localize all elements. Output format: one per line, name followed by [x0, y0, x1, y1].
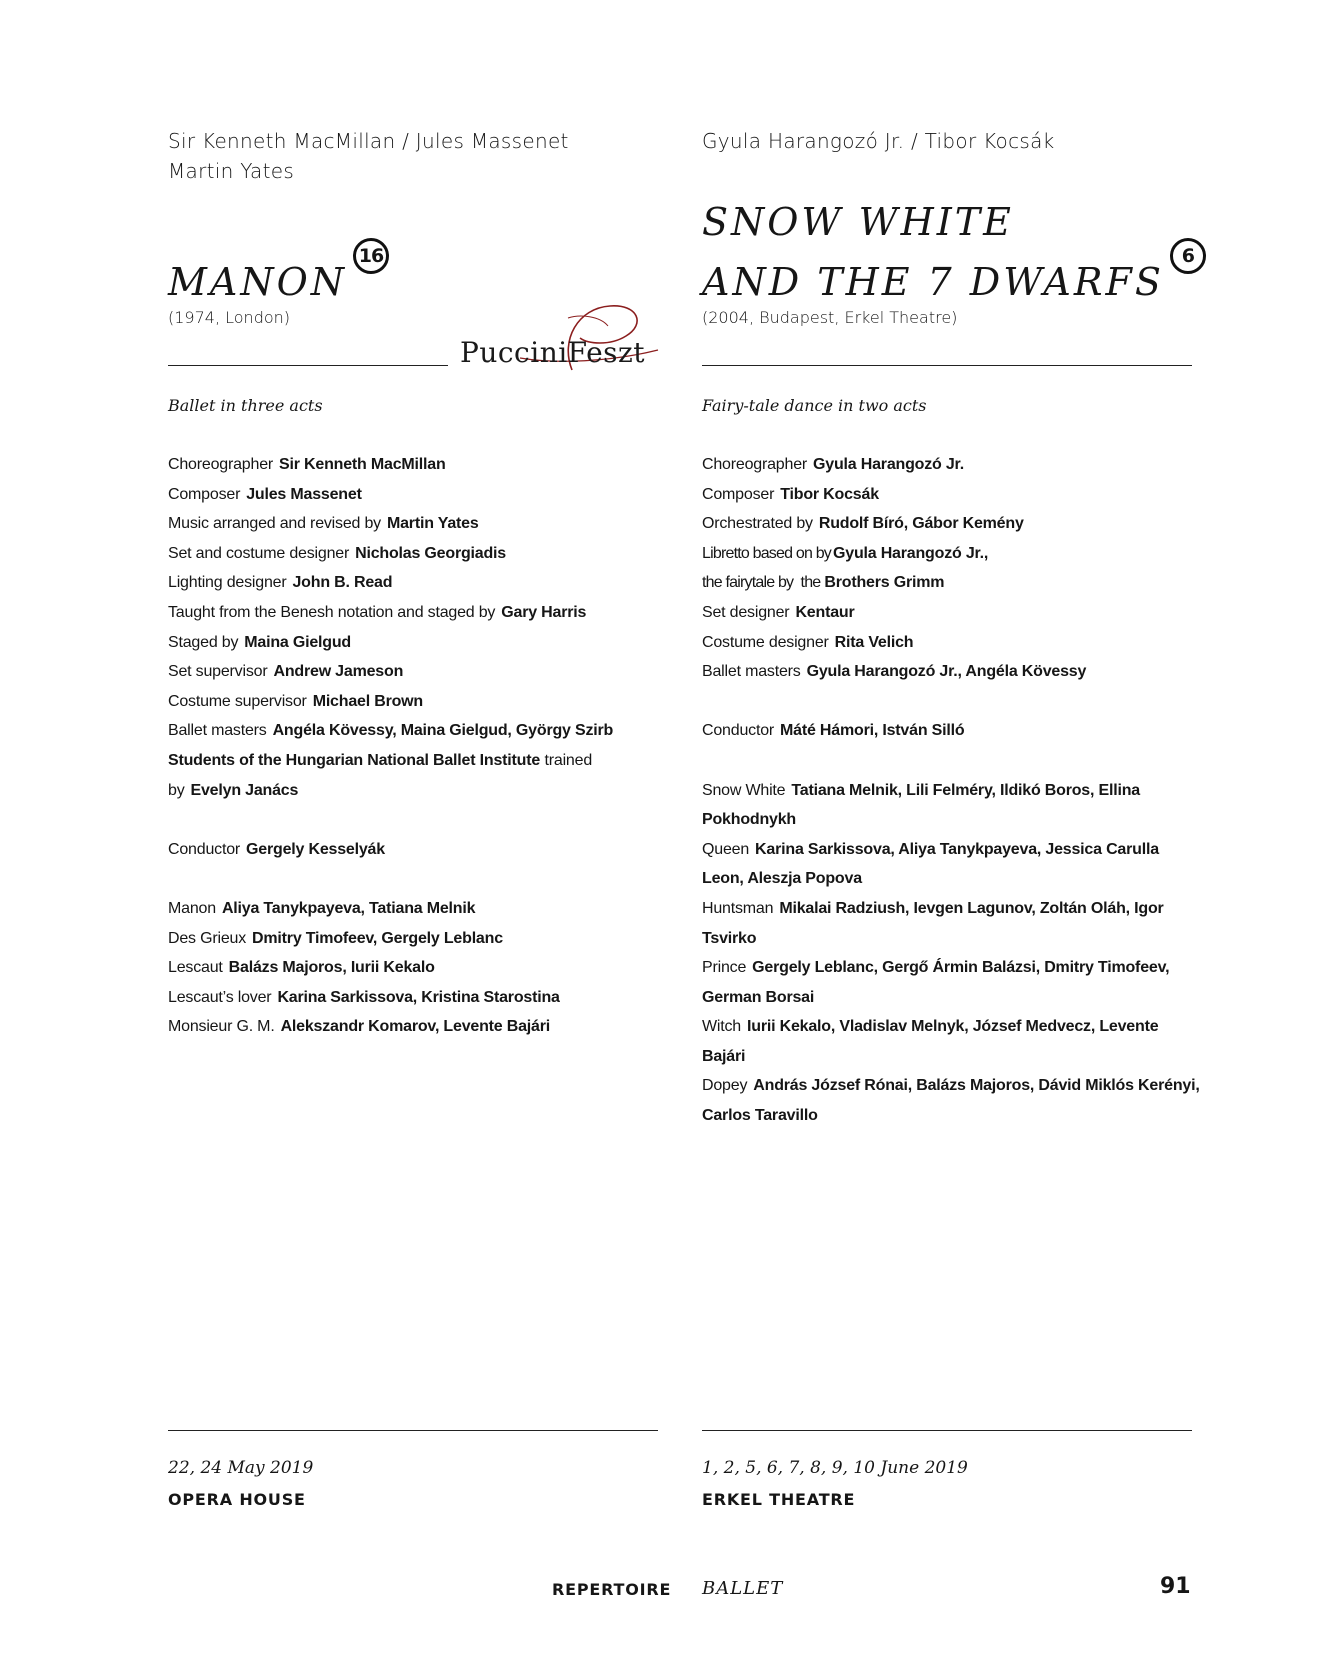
cast-name: Tatiana Melnik, Lili Felméry, Ildikó Boros, Ellina Pokhodnykh — [702, 781, 1140, 829]
age-rating-badge: 6 — [1170, 238, 1206, 274]
manon-premiere: (1974, London) — [168, 308, 291, 327]
credit-name: Rudolf Bíró, Gábor Kemény — [818, 515, 1024, 533]
credit-role: Set and costume designer — [168, 544, 350, 562]
credit-line — [702, 628, 1202, 658]
conductor-name: Máté Hámori, István Silló — [780, 722, 965, 740]
credit-line — [168, 480, 668, 510]
manon-venue: OPERA HOUSE — [168, 1490, 306, 1509]
cast-name: Karina Sarkissova, Kristina Starostina — [277, 988, 560, 1006]
cast-role: Witch — [702, 1018, 742, 1036]
cast-role: Manon — [168, 899, 216, 917]
snow-white-title-line-1: SNOW WHITE — [702, 200, 1014, 244]
cast-line — [168, 894, 668, 924]
credit-line — [702, 509, 1202, 539]
students-role-by: by — [168, 781, 185, 799]
credit-name: Gary Harris — [501, 603, 587, 621]
credit-role: Orchestrated by — [702, 515, 813, 533]
conductor-role: Conductor — [702, 722, 775, 740]
manon-dates: 22, 24 May 2019 — [168, 1458, 314, 1478]
credit-name: Tibor Kocsák — [780, 485, 879, 503]
cast-line — [702, 894, 1202, 953]
credit-name: Martin Yates — [386, 515, 479, 533]
credit-name: Jules Massenet — [246, 485, 362, 503]
cast-line — [168, 924, 668, 954]
conductor-name: Gergely Kesselyák — [246, 840, 385, 858]
conductor-role: Conductor — [168, 840, 241, 858]
credit-role: Music arranged and revised by — [168, 515, 381, 533]
cast-line — [168, 1012, 668, 1042]
cast-role: Monsieur G. M. — [168, 1018, 275, 1036]
students-line — [168, 746, 668, 776]
divider — [168, 365, 448, 366]
students-teacher: Evelyn Janács — [190, 781, 299, 799]
credit-name: John B. Read — [292, 574, 393, 592]
credit-role: Ballet masters — [168, 722, 267, 740]
credit-role: Ballet masters — [702, 663, 801, 681]
credit-role: Set designer — [702, 603, 790, 621]
credit-line — [168, 598, 668, 628]
snow-white-authors — [702, 126, 1055, 156]
footer-subsection: BALLET — [702, 1578, 784, 1599]
credit-line — [168, 716, 668, 746]
credit-line — [702, 539, 1202, 569]
credit-name: Sir Kenneth MacMillan — [279, 456, 446, 473]
credit-role: Lighting designer — [168, 574, 287, 592]
credit-line — [168, 687, 668, 717]
credit-name: Kentaur — [795, 603, 855, 621]
snow-white-premiere: (2004, Budapest, Erkel Theatre) — [702, 308, 958, 327]
manon-authors-line-1: Sir Kenneth MacMillan / Jules Massenet — [168, 129, 569, 153]
cast-line — [702, 1071, 1202, 1130]
snow-white-genre: Fairy-tale dance in two acts — [702, 396, 927, 415]
manon-authors — [168, 126, 569, 186]
credit-role: Set supervisor — [168, 663, 268, 681]
manon-title: MANON — [168, 260, 348, 304]
snow-white-authors-line-1: Gyula Harangozó Jr. / Tibor Kocsák — [702, 129, 1055, 153]
cast-line — [702, 1012, 1202, 1071]
cast-name: András József Rónai, Balázs Majoros, Dávid Miklós Kerényi, Carlos Taravillo — [702, 1077, 1200, 1125]
conductor-line — [168, 835, 668, 865]
credit-role: Composer — [702, 485, 775, 503]
snow-white-credits — [702, 450, 1202, 1131]
snow-white-title-block — [702, 192, 1206, 312]
puccinifeszt-logo — [460, 300, 666, 376]
credit-line — [702, 480, 1202, 510]
credit-line — [702, 568, 1202, 598]
cast-line — [168, 983, 668, 1013]
cast-name: Karina Sarkissova, Aliya Tanykpayeva, Jessica Carulla Leon, Aleszja Popova — [702, 840, 1159, 888]
credit-role: Costume supervisor — [168, 692, 307, 710]
manon-credits — [168, 450, 668, 1042]
snow-white-dates: 1, 2, 5, 6, 7, 8, 9, 10 June 2019 — [702, 1458, 968, 1478]
snow-white-title-line-2-wrap — [702, 245, 1206, 312]
credit-line — [168, 509, 668, 539]
manon-title-block — [168, 245, 389, 312]
divider — [702, 365, 1192, 366]
credit-role: Libretto based on by — [702, 544, 831, 562]
credit-line — [168, 628, 668, 658]
cast-name: Iurii Kekalo, Vladislav Melnyk, József Medvecz, Levente Bajári — [702, 1018, 1159, 1065]
credit-line — [168, 657, 668, 687]
snow-white-venue: ERKEL THEATRE — [702, 1490, 856, 1509]
cast-name: Alekszandr Komarov, Levente Bajári — [280, 1018, 551, 1036]
spacer — [168, 864, 668, 894]
credit-name: Rita Velich — [834, 633, 914, 651]
credit-line — [168, 450, 668, 480]
cast-role: Lescaut’s lover — [168, 988, 272, 1006]
spacer — [702, 746, 1202, 776]
credit-role: Composer — [168, 485, 241, 503]
credit-name: Gyula Harangozó Jr., — [833, 544, 989, 562]
cast-role: Des Grieux — [168, 929, 247, 947]
cast-line — [702, 953, 1202, 1012]
credit-role: Staged by — [168, 633, 239, 651]
credit-role: Taught from the Benesh notation and staged by — [168, 603, 496, 621]
cast-role: Snow White — [702, 781, 786, 799]
credit-name: Angéla Kövessy, Maina Gielgud, György Szirb — [272, 722, 614, 740]
cast-name: Balázs Majoros, Iurii Kekalo — [228, 959, 435, 977]
students-institute: Students of the Hungarian National Ballet Institute — [168, 751, 541, 769]
manon-genre: Ballet in three acts — [168, 396, 323, 415]
credit-name: Maina Gielgud — [244, 633, 352, 651]
credit-line — [702, 450, 1202, 480]
age-rating-badge: 16 — [353, 238, 389, 274]
cast-name: Mikalai Radziush, Ievgen Lagunov, Zoltán Oláh, Igor Tsvirko — [702, 899, 1164, 947]
credit-name: Andrew Jameson — [273, 663, 404, 681]
credit-line — [702, 598, 1202, 628]
credit-role: Choreographer — [168, 456, 274, 473]
credit-role: the fairytale by the — [702, 574, 821, 592]
credit-name: Michael Brown — [312, 692, 423, 710]
conductor-line — [702, 716, 1202, 746]
cast-role: Dopey — [702, 1077, 748, 1095]
cast-name: Dmitry Timofeev, Gergely Leblanc — [252, 929, 503, 947]
credit-name: Gyula Harangozó Jr., Angéla Kövessy — [806, 663, 1087, 681]
students-line-2 — [168, 776, 668, 806]
credit-line — [168, 539, 668, 569]
cast-role: Huntsman — [702, 899, 774, 917]
footer-section: REPERTOIRE — [552, 1580, 672, 1599]
credit-line — [168, 568, 668, 598]
logo-wordmark: PucciniFeszt — [460, 336, 646, 369]
credit-role: Costume designer — [702, 633, 829, 651]
credit-line — [702, 657, 1202, 687]
manon-authors-line-2: Martin Yates — [168, 159, 295, 183]
cast-role: Prince — [702, 959, 747, 977]
students-role: trained — [544, 751, 593, 769]
cast-role: Queen — [702, 840, 750, 858]
credit-name: Brothers Grimm — [824, 574, 945, 592]
credit-name: Nicholas Georgiadis — [355, 544, 507, 562]
page-number: 91 — [1160, 1574, 1191, 1599]
cast-name: Gergely Leblanc, Gergő Ármin Balázsi, Dmitry Timofeev, German Borsai — [702, 959, 1170, 1006]
cast-role: Lescaut — [168, 959, 223, 977]
cast-name: Aliya Tanykpayeva, Tatiana Melnik — [221, 899, 476, 917]
divider — [702, 1430, 1192, 1431]
cast-line — [702, 776, 1202, 835]
snow-white-title-line-2: AND THE 7 DWARFS — [702, 260, 1164, 304]
credit-name: Gyula Harangozó Jr. — [813, 456, 964, 473]
spacer — [702, 687, 1202, 717]
credit-role: Choreographer — [702, 456, 808, 473]
spacer — [168, 805, 668, 835]
cast-line — [702, 835, 1202, 894]
divider — [168, 1430, 658, 1431]
cast-line — [168, 953, 668, 983]
